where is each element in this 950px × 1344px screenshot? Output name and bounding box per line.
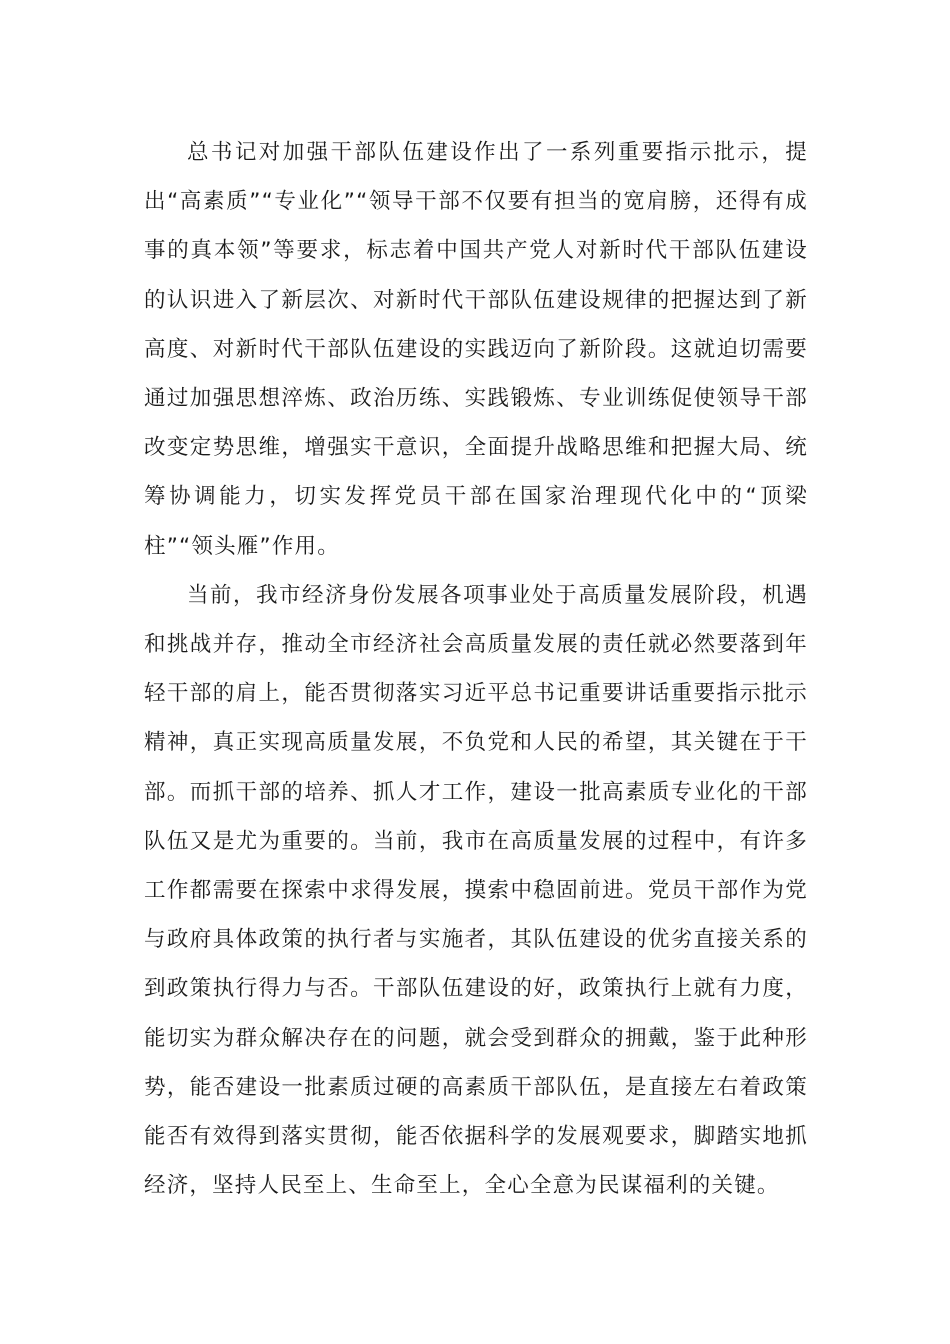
paragraph-cadre-team-building: 总书记对加强干部队伍建设作出了一系列重要指示批示，提出“高素质”“专业化”“领导干部不仅要有担当的宽肩膀，还得有成事的真本领”等要求，标志着中国共产党人对新时代干部队伍建设的认识进入了新层次、对新时代干部队伍建设规律的把握达到了新高度、对新时代干部队伍建设的实践迈向了新阶段。这就迫切需要通过加强思想淬炼、政治历练、实践锻炼、专业训练促使领导干部改变定势思维，增强实干意识，全面提升战略思维和把握大局、统筹协调能力，切实发挥党员干部在国家治理现代化中的“顶梁柱”“领头雁”作用。 xyxy=(144,140,808,559)
paragraph-city-development: 当前，我市经济身份发展各项事业处于高质量发展阶段，机遇和挑战并存，推动全市经济社会高质量发展的责任就必然要落到年轻干部的肩上，能否贯彻落实习近平总书记重要讲话重要指示批示精神，真正实现高质量发展，不负党和人民的希望，其关键在于干部。而抓干部的培养、抓人才工作，建设一批高素质专业化的干部队伍又是尤为重要的。当前，我市在高质量发展的过程中，有许多工作都需要在探索中求得发展，摸索中稳固前进。党员干部作为党与政府具体政策的执行者与实施者，其队伍建设的优劣直接关系的到政策执行得力与否。干部队伍建设的好，政策执行上就有力度，能切实为群众解决存在的问题，就会受到群众的拥戴，鉴于此种形势，能否建设一批素质过硬的高素质干部队伍，是直接左右着政策能否有效得到落实贯彻，能否依据科学的发展观要求，脚踏实地抓经济，坚持人民至上、生命至上，全心全意为民谋福利的关键。 xyxy=(144,582,808,1199)
document-body xyxy=(144,128,808,1210)
